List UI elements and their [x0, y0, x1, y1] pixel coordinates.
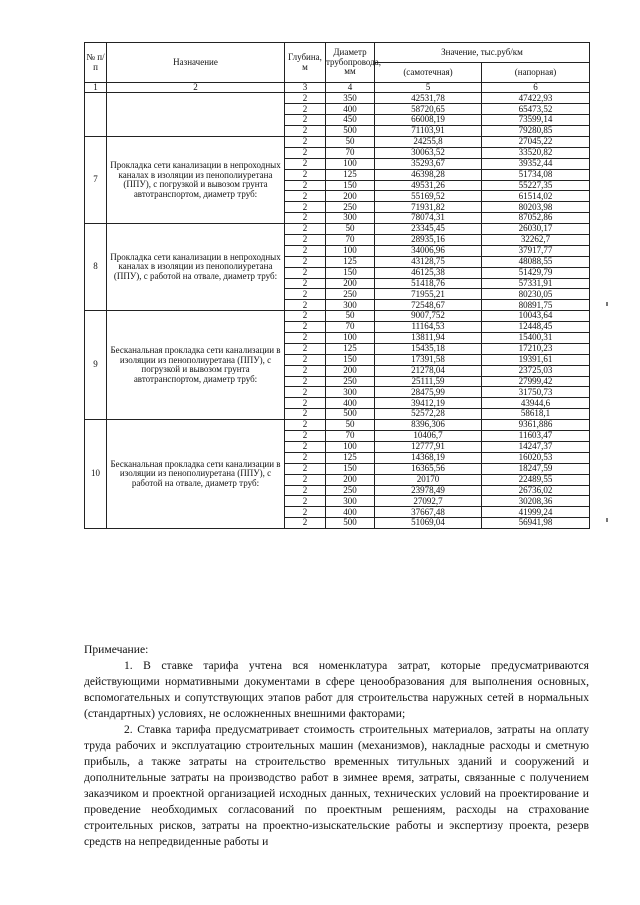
pressure-value-cell: 18247,59: [482, 463, 590, 474]
depth-cell: 2: [285, 256, 326, 267]
gravity-value-cell: 71955,21: [375, 289, 482, 300]
gravity-value-cell: 71103,91: [375, 126, 482, 137]
header-value: Значение, тыс.руб/км: [375, 43, 590, 63]
gravity-value-cell: 12777,91: [375, 441, 482, 452]
diameter-cell: 200: [326, 191, 375, 202]
diameter-cell: 150: [326, 267, 375, 278]
depth-cell: 2: [285, 169, 326, 180]
diameter-cell: 125: [326, 343, 375, 354]
pressure-value-cell: 55227,35: [482, 180, 590, 191]
pressure-value-cell: 27045,22: [482, 137, 590, 148]
depth-cell: 2: [285, 300, 326, 311]
diameter-cell: 300: [326, 387, 375, 398]
gravity-value-cell: 35293,67: [375, 158, 482, 169]
gravity-value-cell: 20170: [375, 474, 482, 485]
gravity-value-cell: 14368,19: [375, 452, 482, 463]
gravity-value-cell: 39412,19: [375, 398, 482, 409]
gravity-value-cell: 9007,752: [375, 311, 482, 322]
table-row: [85, 137, 590, 148]
depth-cell: 2: [285, 376, 326, 387]
gravity-value-cell: 42531,78: [375, 93, 482, 104]
depth-cell: 2: [285, 147, 326, 158]
pressure-value-cell: 10043,64: [482, 311, 590, 322]
pressure-value-cell: 22489,55: [482, 474, 590, 485]
gravity-value-cell: 25111,59: [375, 376, 482, 387]
pressure-value-cell: 61514,02: [482, 191, 590, 202]
header-depth: Глубина, м: [285, 43, 326, 83]
header-no: № п/п: [85, 43, 107, 83]
diameter-cell: 70: [326, 235, 375, 246]
gravity-value-cell: 24255,8: [375, 137, 482, 148]
gravity-value-cell: 71931,82: [375, 202, 482, 213]
diameter-cell: 300: [326, 496, 375, 507]
notes: [84, 642, 589, 850]
gravity-value-cell: 23345,45: [375, 224, 482, 235]
depth-cell: 2: [285, 180, 326, 191]
pressure-value-cell: 73599,14: [482, 115, 590, 126]
gravity-value-cell: 46125,38: [375, 267, 482, 278]
gravity-value-cell: 11164,53: [375, 322, 482, 333]
table-body: [85, 93, 590, 529]
gravity-value-cell: 51069,04: [375, 518, 482, 529]
pressure-value-cell: 57331,91: [482, 278, 590, 289]
pressure-value-cell: 11603,47: [482, 431, 590, 442]
depth-cell: 2: [285, 322, 326, 333]
pressure-value-cell: 43944,6: [482, 398, 590, 409]
gravity-value-cell: 27092,7: [375, 496, 482, 507]
scan-mark: [606, 518, 608, 522]
gravity-value-cell: 72548,67: [375, 300, 482, 311]
diameter-cell: 50: [326, 137, 375, 148]
depth-cell: 2: [285, 474, 326, 485]
depth-cell: 2: [285, 158, 326, 169]
depth-cell: 2: [285, 431, 326, 442]
pressure-value-cell: 47422,93: [482, 93, 590, 104]
depth-cell: 2: [285, 387, 326, 398]
row-description: Бесканальная прокладка сети канализации в изоляции из пенополиуретана (ППУ), с погрузкой и вывозом грунта автотранспортом, диаметр труб:: [107, 311, 285, 420]
depth-cell: 2: [285, 463, 326, 474]
row-description: [107, 93, 285, 137]
notes-title: Примечание:: [84, 643, 149, 656]
pressure-value-cell: 65473,52: [482, 104, 590, 115]
gravity-value-cell: 37667,48: [375, 507, 482, 518]
depth-cell: 2: [285, 213, 326, 224]
gravity-value-cell: 58720,65: [375, 104, 482, 115]
diameter-cell: 125: [326, 169, 375, 180]
diameter-cell: 100: [326, 158, 375, 169]
pressure-value-cell: 58618,1: [482, 409, 590, 420]
depth-cell: 2: [285, 104, 326, 115]
scan-mark: [606, 302, 608, 306]
gravity-value-cell: 52572,28: [375, 409, 482, 420]
depth-cell: 2: [285, 518, 326, 529]
pressure-value-cell: 12448,45: [482, 322, 590, 333]
pressure-value-cell: 14247,37: [482, 441, 590, 452]
gravity-value-cell: 34006,96: [375, 245, 482, 256]
table-row: [85, 93, 590, 104]
pressure-value-cell: 30208,36: [482, 496, 590, 507]
diameter-cell: 200: [326, 278, 375, 289]
gravity-value-cell: 16365,56: [375, 463, 482, 474]
diameter-cell: 400: [326, 398, 375, 409]
depth-cell: 2: [285, 333, 326, 344]
tariff-table: [84, 42, 590, 529]
diameter-cell: 100: [326, 441, 375, 452]
pressure-value-cell: 33520,82: [482, 147, 590, 158]
pressure-value-cell: 48088,55: [482, 256, 590, 267]
row-description: Прокладка сети канализации в непроходных каналах в изоляции из пенополиуретана (ППУ), с работой на отвале, диаметр труб:: [107, 224, 285, 311]
depth-cell: 2: [285, 485, 326, 496]
row-description: Прокладка сети канализации в непроходных каналах в изоляции из пенополиуретана (ППУ), с погрузкой и вывозом грунта автотранспортом, диаметр труб:: [107, 137, 285, 224]
pressure-value-cell: 32262,7: [482, 235, 590, 246]
pressure-value-cell: 23725,03: [482, 365, 590, 376]
depth-cell: 2: [285, 441, 326, 452]
gravity-value-cell: 10406,7: [375, 431, 482, 442]
depth-cell: 2: [285, 202, 326, 213]
depth-cell: 2: [285, 365, 326, 376]
column-number: 4: [326, 83, 375, 93]
diameter-cell: 200: [326, 365, 375, 376]
diameter-cell: 70: [326, 431, 375, 442]
depth-cell: 2: [285, 420, 326, 431]
table-row: [85, 420, 590, 431]
depth-cell: 2: [285, 245, 326, 256]
depth-cell: 2: [285, 409, 326, 420]
diameter-cell: 400: [326, 507, 375, 518]
gravity-value-cell: 46398,28: [375, 169, 482, 180]
pressure-value-cell: 15400,31: [482, 333, 590, 344]
row-number: 9: [85, 311, 107, 420]
depth-cell: 2: [285, 137, 326, 148]
diameter-cell: 70: [326, 322, 375, 333]
pressure-value-cell: 39352,44: [482, 158, 590, 169]
column-number: 2: [107, 83, 285, 93]
pressure-value-cell: 19391,61: [482, 354, 590, 365]
row-number: 10: [85, 420, 107, 529]
pressure-value-cell: 79280,85: [482, 126, 590, 137]
gravity-value-cell: 28475,99: [375, 387, 482, 398]
diameter-cell: 150: [326, 180, 375, 191]
column-number: 6: [482, 83, 590, 93]
gravity-value-cell: 17391,58: [375, 354, 482, 365]
column-number: 5: [375, 83, 482, 93]
pressure-value-cell: 9361,886: [482, 420, 590, 431]
depth-cell: 2: [285, 496, 326, 507]
diameter-cell: 200: [326, 474, 375, 485]
depth-cell: 2: [285, 126, 326, 137]
diameter-cell: 500: [326, 126, 375, 137]
column-number: 3: [285, 83, 326, 93]
pressure-value-cell: 80891,75: [482, 300, 590, 311]
gravity-value-cell: 13811,94: [375, 333, 482, 344]
column-numbers-row: [85, 83, 590, 93]
depth-cell: 2: [285, 452, 326, 463]
pressure-value-cell: 26736,02: [482, 485, 590, 496]
diameter-cell: 250: [326, 485, 375, 496]
diameter-cell: 50: [326, 224, 375, 235]
diameter-cell: 450: [326, 115, 375, 126]
row-number: [85, 93, 107, 137]
gravity-value-cell: 66008,19: [375, 115, 482, 126]
depth-cell: 2: [285, 289, 326, 300]
diameter-cell: 50: [326, 311, 375, 322]
pressure-value-cell: 27999,42: [482, 376, 590, 387]
header-gravity: (самотечная): [375, 63, 482, 83]
header-purpose: Назначение: [107, 43, 285, 83]
gravity-value-cell: 23978,49: [375, 485, 482, 496]
gravity-value-cell: 15435,18: [375, 343, 482, 354]
diameter-cell: 50: [326, 420, 375, 431]
gravity-value-cell: 49531,26: [375, 180, 482, 191]
header-pressure: (напорная): [482, 63, 590, 83]
diameter-cell: 100: [326, 245, 375, 256]
diameter-cell: 250: [326, 376, 375, 387]
diameter-cell: 400: [326, 104, 375, 115]
diameter-cell: 150: [326, 463, 375, 474]
depth-cell: 2: [285, 93, 326, 104]
diameter-cell: 300: [326, 213, 375, 224]
diameter-cell: 150: [326, 354, 375, 365]
depth-cell: 2: [285, 115, 326, 126]
pressure-value-cell: 80203,98: [482, 202, 590, 213]
pressure-value-cell: 80230,05: [482, 289, 590, 300]
pressure-value-cell: 51734,08: [482, 169, 590, 180]
depth-cell: 2: [285, 278, 326, 289]
pressure-value-cell: 16020,53: [482, 452, 590, 463]
diameter-cell: 125: [326, 452, 375, 463]
gravity-value-cell: 43128,75: [375, 256, 482, 267]
pressure-value-cell: 31750,73: [482, 387, 590, 398]
diameter-cell: 500: [326, 409, 375, 420]
table-row: [85, 224, 590, 235]
pressure-value-cell: 17210,23: [482, 343, 590, 354]
diameter-cell: 100: [326, 333, 375, 344]
depth-cell: 2: [285, 311, 326, 322]
diameter-cell: 300: [326, 300, 375, 311]
depth-cell: 2: [285, 191, 326, 202]
gravity-value-cell: 28935,16: [375, 235, 482, 246]
gravity-value-cell: 55169,52: [375, 191, 482, 202]
table-row: [85, 311, 590, 322]
header-diameter: Диаметр трубопровода, мм: [326, 43, 375, 83]
depth-cell: 2: [285, 398, 326, 409]
column-number: 1: [85, 83, 107, 93]
diameter-cell: 125: [326, 256, 375, 267]
gravity-value-cell: 21278,04: [375, 365, 482, 376]
diameter-cell: 500: [326, 518, 375, 529]
depth-cell: 2: [285, 235, 326, 246]
note-2: 2. Ставка тарифа предусматривает стоимость строительных материалов, затраты на оплату труда рабочих и эксплуатацию строительных машин (механизмов), накладные расходы и сметную прибыль, а также затраты на строительство временных титульных зданий и сооружений и дополнительные затраты на производство работ в зимнее время, затраты, связанные с получением заказчиком и проектной организацией исходных данных, технических условий на проектирование и проведение необходимых согласований по проектным решениям, расходы на страхование строительных рисков, затраты на проектно-изыскательские работы и экспертизу проекта, резерв средств на непредвиденные работы и: [84, 723, 589, 848]
depth-cell: 2: [285, 507, 326, 518]
gravity-value-cell: 78074,31: [375, 213, 482, 224]
diameter-cell: 350: [326, 93, 375, 104]
depth-cell: 2: [285, 267, 326, 278]
gravity-value-cell: 8396,306: [375, 420, 482, 431]
depth-cell: 2: [285, 224, 326, 235]
gravity-value-cell: 51418,76: [375, 278, 482, 289]
diameter-cell: 250: [326, 289, 375, 300]
diameter-cell: 70: [326, 147, 375, 158]
row-description: Бесканальная прокладка сети канализации в изоляции из пенополиуретана (ППУ), с работой на отвале, диаметр труб:: [107, 420, 285, 529]
depth-cell: 2: [285, 343, 326, 354]
row-number: 8: [85, 224, 107, 311]
pressure-value-cell: 56941,98: [482, 518, 590, 529]
pressure-value-cell: 26030,17: [482, 224, 590, 235]
pressure-value-cell: 41999,24: [482, 507, 590, 518]
gravity-value-cell: 30063,52: [375, 147, 482, 158]
pressure-value-cell: 87052,86: [482, 213, 590, 224]
row-number: 7: [85, 137, 107, 224]
depth-cell: 2: [285, 354, 326, 365]
diameter-cell: 250: [326, 202, 375, 213]
pressure-value-cell: 37917,77: [482, 245, 590, 256]
pressure-value-cell: 51429,79: [482, 267, 590, 278]
note-1: 1. В ставке тарифа учтена вся номенклатура затрат, которые предусматриваются действующими нормативными документами в сфере ценообразования для выполнения основных, вспомогательных и сопутствующих этапов работ для строительства наружных сетей в нормальных (стандартных) условиях, не осложненных внешними факторами;: [84, 659, 589, 720]
